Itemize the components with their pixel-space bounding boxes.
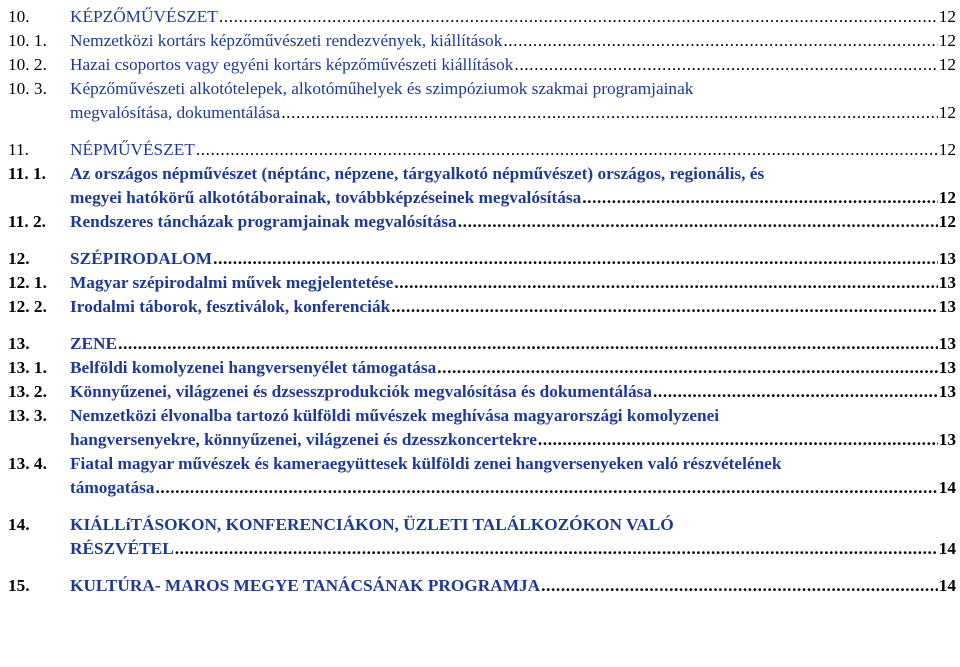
toc-title[interactable]: Hazai csoportos vagy egyéni kortárs képzőművészeti kiállítások xyxy=(70,55,514,74)
toc-page: 12 xyxy=(938,140,956,159)
dot-leader xyxy=(394,271,937,295)
toc-title[interactable]: támogatása xyxy=(70,478,155,497)
toc-entry-12[interactable] xyxy=(8,247,956,271)
dot-leader xyxy=(175,537,938,561)
toc-title-line[interactable]: Az országos népművészet (néptánc, népzene, tárgyalkotó népművészet) országos, regionális, és xyxy=(70,164,765,183)
toc-number: 11. 1. xyxy=(8,164,46,183)
dot-leader xyxy=(213,247,938,271)
toc-entry-13-4[interactable] xyxy=(8,452,956,500)
dot-leader xyxy=(155,476,937,500)
table-of-contents xyxy=(8,5,956,598)
toc-entry-10-1[interactable] xyxy=(8,29,956,53)
toc-entry-14[interactable] xyxy=(8,513,956,561)
spacer xyxy=(8,500,956,513)
toc-page: 12 xyxy=(938,103,956,122)
toc-number: 12. xyxy=(8,249,30,268)
toc-entry-11-1[interactable] xyxy=(8,162,956,210)
dot-leader xyxy=(538,428,938,452)
toc-number: 10. 1. xyxy=(8,31,47,50)
toc-entry-10-2[interactable] xyxy=(8,53,956,77)
toc-title[interactable]: NÉPMŰVÉSZET xyxy=(70,140,195,159)
toc-number: 11. 2. xyxy=(8,212,46,231)
toc-entry-11[interactable] xyxy=(8,138,956,162)
toc-entry-13[interactable] xyxy=(8,332,956,356)
spacer xyxy=(8,561,956,574)
toc-page: 13 xyxy=(938,382,956,401)
toc-number: 10. 2. xyxy=(8,55,47,74)
toc-title[interactable]: megyei hatókörű alkotótáborainak, továbbképzéseinek megvalósítása xyxy=(70,188,582,207)
toc-entry-10-3[interactable] xyxy=(8,77,956,125)
toc-number: 13. 2. xyxy=(8,382,47,401)
toc-number: 14. xyxy=(8,515,30,534)
toc-title-line[interactable]: KIÁLLíTÁSOKON, KONFERENCIÁKON, ÜZLETI TALÁLKOZÓKON VALÓ xyxy=(70,515,674,534)
spacer xyxy=(8,125,956,138)
toc-title[interactable]: SZÉPIRODALOM xyxy=(70,249,213,268)
toc-entry-13-3[interactable] xyxy=(8,404,956,452)
toc-page: 14 xyxy=(938,478,956,497)
dot-leader xyxy=(514,53,937,77)
toc-title[interactable]: Irodalmi táborok, fesztiválok, konferenciák xyxy=(70,297,391,316)
dot-leader xyxy=(196,138,938,162)
toc-number: 15. xyxy=(8,576,30,595)
toc-title[interactable]: Könnyűzenei, világzenei és dzsesszprodukciók megvalósítása és dokumentálása xyxy=(70,382,652,401)
toc-number: 13. 4. xyxy=(8,454,47,473)
toc-page: 13 xyxy=(938,334,956,353)
toc-title-line[interactable]: Nemzetközi élvonalba tartozó külföldi művészek meghívása magyarországi komolyzenei xyxy=(70,406,720,425)
toc-number: 12. 2. xyxy=(8,297,47,316)
dot-leader xyxy=(541,574,938,598)
toc-number: 13. 1. xyxy=(8,358,47,377)
toc-page: 13 xyxy=(938,430,956,449)
toc-title-line[interactable]: Képzőművészeti alkotótelepek, alkotóműhelyek és szimpóziumok szakmai programjainak xyxy=(70,79,694,98)
toc-page: 13 xyxy=(938,297,956,316)
toc-page: 13 xyxy=(938,358,956,377)
toc-page: 13 xyxy=(938,249,956,268)
dot-leader xyxy=(118,332,938,356)
toc-page: 12 xyxy=(938,7,956,26)
toc-number: 12. 1. xyxy=(8,273,47,292)
toc-title[interactable]: Nemzetközi kortárs képzőművészeti rendezvények, kiállítások xyxy=(70,31,503,50)
toc-title[interactable]: megvalósítása, dokumentálása xyxy=(70,103,281,122)
dot-leader xyxy=(391,295,938,319)
toc-entry-11-2[interactable] xyxy=(8,210,956,234)
toc-number: 13. xyxy=(8,334,30,353)
dot-leader xyxy=(219,5,938,29)
toc-title[interactable]: Magyar szépirodalmi művek megjelentetése xyxy=(70,273,394,292)
dot-leader xyxy=(503,29,937,53)
spacer xyxy=(8,319,956,332)
spacer xyxy=(8,234,956,247)
toc-title[interactable]: KÉPZŐMŰVÉSZET xyxy=(70,7,218,26)
toc-number: 13. 3. xyxy=(8,406,47,425)
dot-leader xyxy=(582,186,937,210)
toc-page: 14 xyxy=(938,539,956,558)
toc-page: 13 xyxy=(938,273,956,292)
toc-title[interactable]: KULTÚRA- MAROS MEGYE TANÁCSÁNAK PROGRAMJA xyxy=(70,576,541,595)
toc-title[interactable]: RÉSZVÉTEL xyxy=(70,539,174,558)
toc-title[interactable]: ZENE xyxy=(70,334,118,353)
toc-page: 12 xyxy=(938,55,956,74)
dot-leader xyxy=(458,210,938,234)
toc-page: 12 xyxy=(938,31,956,50)
toc-page: 12 xyxy=(938,212,956,231)
toc-entry-12-1[interactable] xyxy=(8,271,956,295)
toc-entry-13-2[interactable] xyxy=(8,380,956,404)
toc-title-line[interactable]: Fiatal magyar művészek és kameraegyüttesek külföldi zenei hangversenyeken való részvételének xyxy=(70,454,782,473)
dot-leader xyxy=(653,380,938,404)
toc-title[interactable]: hangversenyekre, könnyűzenei, világzenei és dzesszkoncertekre xyxy=(70,430,537,449)
toc-number: 10. 3. xyxy=(8,79,47,98)
toc-entry-12-2[interactable] xyxy=(8,295,956,319)
toc-entry-15[interactable] xyxy=(8,574,956,598)
toc-title[interactable]: Belföldi komolyzenei hangversenyélet támogatása xyxy=(70,358,437,377)
toc-page: 14 xyxy=(938,576,956,595)
dot-leader xyxy=(281,101,938,125)
dot-leader xyxy=(437,356,937,380)
toc-page: 12 xyxy=(938,188,956,207)
toc-title[interactable]: Rendszeres táncházak programjainak megvalósítása xyxy=(70,212,457,231)
toc-number: 10. xyxy=(8,7,30,26)
toc-entry-10[interactable] xyxy=(8,5,956,29)
toc-entry-13-1[interactable] xyxy=(8,356,956,380)
toc-number: 11. xyxy=(8,140,29,159)
